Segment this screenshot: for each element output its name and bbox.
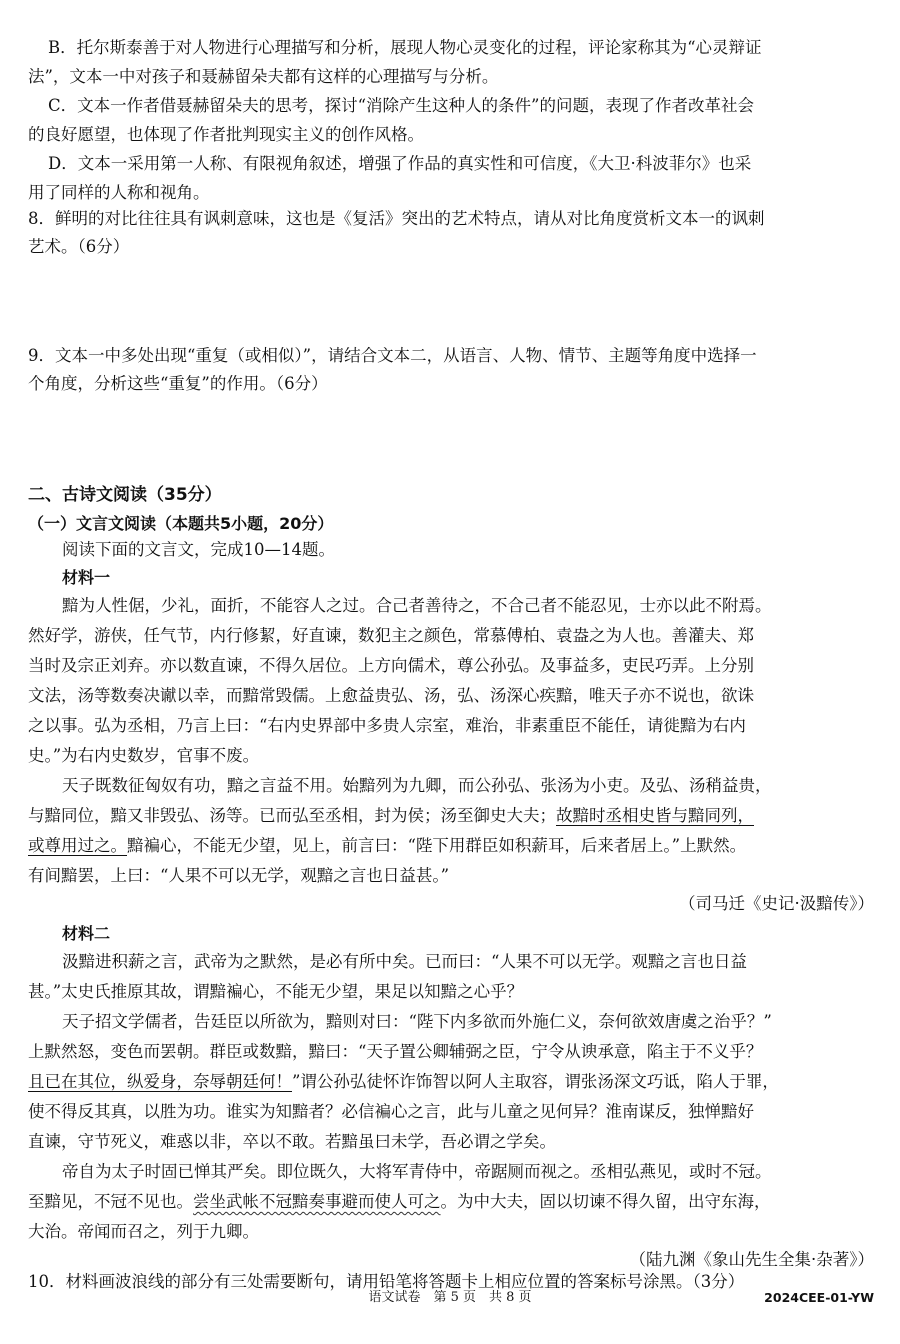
subsection-title: （一）文言文阅读（本题共5小题，20分）	[28, 514, 334, 533]
exam-code: 2024CEE-01-YW	[764, 1290, 874, 1305]
material-1-source: （司马迁《史记·汲黯传》）	[679, 894, 874, 913]
material-2-line3: 天子招文学儒者，告廷臣以所欲为，黯则对曰：“陛下内多欲而外施仁义，奈何欲效唐虞之治乎？”	[62, 1012, 772, 1031]
material-1-line1: 黯为人性倨，少礼，面折，不能容人之过。合己者善待之，不合己者不能忍见，士亦以此不附焉。	[62, 596, 772, 615]
material-2-source: （陆九渊《象山先生全集·杂著》）	[629, 1250, 874, 1269]
question-8-line1: 8．鲜明的对比往往具有讽刺意味，这也是《复活》突出的艺术特点，请从对比角度赏析文本一的讽刺	[28, 209, 765, 228]
option-c-line2: 的良好愿望，也体现了作者批判现实主义的创作风格。	[28, 125, 424, 144]
material-1-line3: 当时及宗正刘弃。亦以数直谏，不得久居位。上方向儒术，尊公孙弘。及事益多，吏民巧弄。上分别	[28, 656, 754, 675]
material-2-line2: 甚。”太史氏推原其故，谓黯褊心，不能无少望，果足以知黯之心乎？	[28, 982, 524, 1001]
material-2-line6: 使不得反其真，以胜为功。谁实为知黯者？必信褊心之言，此与儿童之见何异？淮南谋反，独惮黯好	[28, 1102, 754, 1121]
question-10: 10．材料画波浪线的部分有三处需要断句，请用铅笔将答题卡上相应位置的答案标号涂黑。（3分）	[28, 1272, 745, 1291]
material-2-line9-text-a: 至黯见，不冠不见也。	[28, 1192, 193, 1211]
wavy-underlined-passage: 尝坐武帐不冠黯奏事避而使人可之	[193, 1192, 441, 1211]
option-d-line1: D．文本一采用第一人称、有限视角叙述，增强了作品的真实性和可信度，《大卫·科波菲尔》也采	[48, 154, 752, 173]
material-1-line9-text: 黯褊心，不能无少望，见上，前言曰：“陛下用群臣如积薪耳，后来者居上。”上默然。	[127, 836, 747, 855]
material-2-heading: 材料二	[62, 924, 111, 943]
material-2-line9-text-c: 。为中大夫，固以切谏不得久留，出守东海，	[440, 1192, 771, 1211]
material-2-line9	[28, 1186, 771, 1217]
material-1-line8-text: 与黯同位，黯又非毁弘、汤等。已而弘至丞相，封为侯；汤至御史大夫；	[28, 806, 556, 825]
material-2-line7: 直谏，守节死义，难惑以非，卒以不敢。若黯虽曰未学，吾必谓之学矣。	[28, 1132, 556, 1151]
section-title: 二、古诗文阅读（35分）	[28, 485, 222, 505]
material-2-line10: 大治。帝闻而召之，列于九卿。	[28, 1222, 259, 1241]
underlined-sentence-2: 且已在其位，纵爱身，奈辱朝廷何！	[28, 1072, 292, 1091]
underlined-sentence-part1: 故黯时丞相史皆与黯同列，	[556, 806, 754, 825]
question-9-line1: 9．文本一中多处出现“重复（或相似）”，请结合文本二，从语言、人物、情节、主题等角度中选择一	[28, 346, 757, 365]
material-1-line7: 天子既数征匈奴有功，黯之言益不用。始黯列为九卿，而公孙弘、张汤为小吏。及弘、汤稍益贵，	[62, 776, 772, 795]
material-2-line4: 上默然怒，变色而罢朝。群臣或数黯，黯曰：“天子置公卿辅弼之臣，宁令从谀承意，陷主于不义乎？	[28, 1042, 763, 1061]
underlined-sentence-part2: 或尊用过之。	[28, 836, 127, 855]
material-2-line5-text: ”谓公孙弘徒怀诈饰智以阿人主取容，谓张汤深文巧诋，陷人于罪，	[292, 1072, 779, 1091]
option-d-line2: 用了同样的人称和视角。	[28, 183, 210, 202]
material-1-line10: 有间黯罢，上曰：“人果不可以无学，观黯之言也日益甚。”	[28, 866, 450, 885]
page-footer: 语文试卷 第 5 页 共 8 页	[368, 1290, 532, 1305]
material-1-line6: 史。”为右内史数岁，官事不废。	[28, 746, 260, 765]
question-9-line2: 个角度，分析这些“重复”的作用。（6分）	[28, 374, 328, 393]
material-1-line8	[28, 800, 754, 831]
material-1-line2: 然好学，游侠，任气节，内行修絜，好直谏，数犯主之颜色，常慕傅柏、袁盎之为人也。善灌夫、郑	[28, 626, 754, 645]
material-2-line1: 汲黯进积薪之言，武帝为之默然，是必有所中矣。已而曰：“人果不可以无学。观黯之言也日益	[62, 952, 747, 971]
material-1-line9	[28, 830, 746, 861]
material-2-line8: 帝自为太子时固已惮其严矣。即位既久，大将军青侍中，帝踞厕而视之。丞相弘燕见，或时不冠。	[62, 1162, 772, 1181]
option-b-line2: 法”，文本一中对孩子和聂赫留朵夫都有这样的心理描写与分析。	[28, 67, 499, 86]
instruction: 阅读下面的文言文，完成10—14题。	[62, 540, 335, 559]
material-2-line5	[28, 1066, 779, 1097]
material-1-line5: 之以事。弘为丞相，乃言上曰：“右内史界部中多贵人宗室，难治，非素重臣不能任，请徙黯为右内	[28, 716, 746, 735]
material-1-line4: 文法，汤等数奏决谳以幸，而黯常毁儒。上愈益贵弘、汤，弘、汤深心疾黯，唯天子亦不说也，欲诛	[28, 686, 754, 705]
option-c-line1: C．文本一作者借聂赫留朵夫的思考，探讨“消除产生这种人的条件”的问题，表现了作者改革社会	[48, 96, 754, 115]
material-1-heading: 材料一	[62, 568, 111, 587]
option-b-line1: B．托尔斯泰善于对人物进行心理描写和分析，展现人物心灵变化的过程，评论家称其为“心灵辩证	[48, 38, 762, 57]
question-8-line2: 艺术。（6分）	[28, 237, 130, 256]
